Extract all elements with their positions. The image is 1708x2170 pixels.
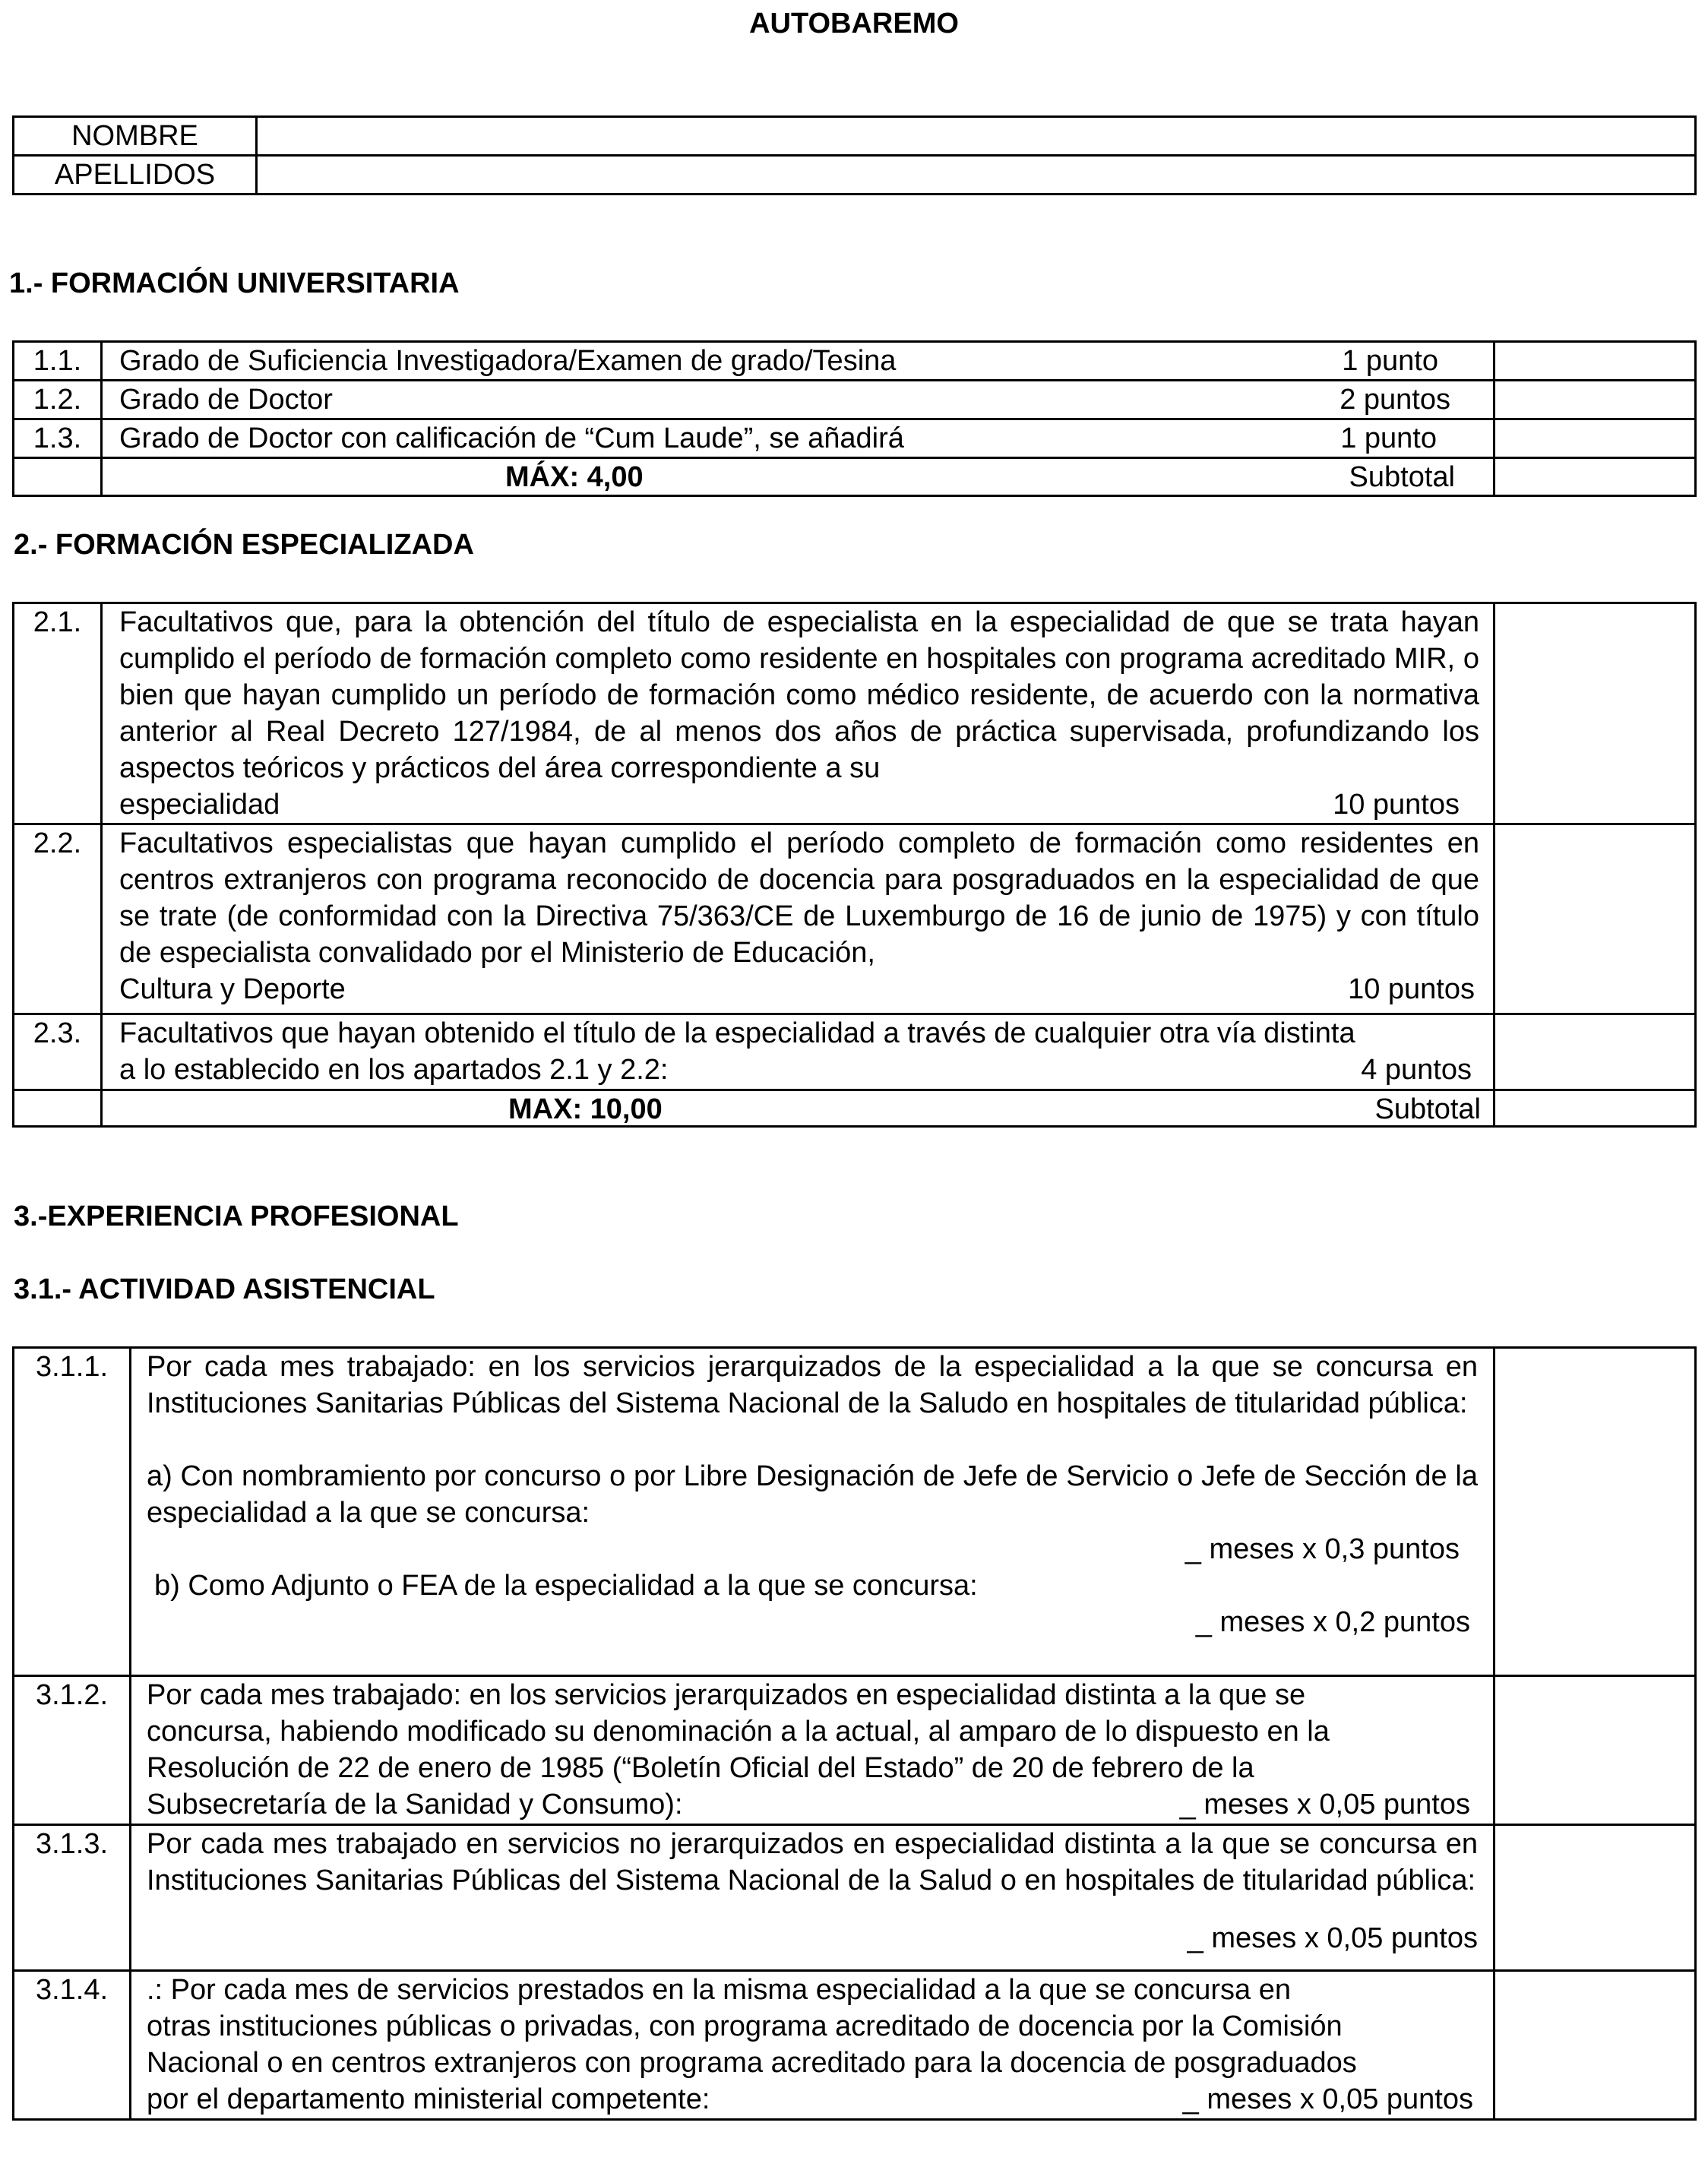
nombre-field[interactable] (257, 117, 1696, 156)
row-number: 3.1.4. (14, 1971, 131, 2120)
row-text-tail: especialidad (119, 789, 280, 821)
row-subitem-b: b) Como Adjunto o FEA de la especialidad a la que se concursa: (154, 1570, 978, 1602)
identity-table (12, 115, 1697, 195)
subtotal-row (14, 458, 1696, 496)
row-number: 2.3. (14, 1014, 102, 1090)
row-number: 2.1. (14, 603, 102, 824)
row-text-line: Resolución de 22 de enero de 1985 (“Boletín Oficial del Estado” de 20 de febrero de la (147, 1752, 1254, 1784)
row-points: 10 puntos (1333, 789, 1460, 821)
row-points: 1 punto (1342, 345, 1438, 377)
row-points-a: _ meses x 0,3 puntos (1185, 1533, 1460, 1565)
table-row (14, 1971, 1696, 2120)
section1-heading: 1.- FORMACIÓN UNIVERSITARIA (9, 267, 460, 299)
row-text: Facultativos especialistas que hayan cumplido el período completo de formación como residentes en centros extranjeros con programa reconocido de docencia para posgraduados en la especialidad de que se trate (de conformidad con la Directiva 75/363/CE de Luxemburgo de 16 de junio de 1975) y con título de especialista convalidado por el Ministerio de Educación, (119, 827, 1479, 969)
section3-subheading: 3.1.- ACTIVIDAD ASISTENCIAL (14, 1273, 435, 1305)
max-label: MÁX: 4,00 (505, 461, 644, 493)
row-text: Grado de Suficiencia Investigadora/Examen de grado/Tesina (119, 345, 897, 377)
row-number: 1.1. (14, 342, 102, 381)
row-text-tail: Subsecretaría de la Sanidad y Consumo): (147, 1789, 683, 1820)
score-cell[interactable] (1494, 419, 1696, 458)
subtotal-label: Subtotal (1374, 1093, 1481, 1125)
row-text-line: concursa, habiendo modificado su denominación a la actual, al amparo de lo dispuesto en la (147, 1716, 1330, 1748)
score-cell[interactable] (1494, 1676, 1696, 1825)
row-points: 4 puntos (1361, 1054, 1472, 1086)
row-subitem-a: a) Con nombramiento por concurso o por Libre Designación de Jefe de Servicio o Jefe de Sección de la especialidad a la que se concursa: (147, 1460, 1478, 1529)
row-number: 2.2. (14, 824, 102, 1014)
row-points: 2 puntos (1340, 384, 1450, 416)
score-cell[interactable] (1494, 1014, 1696, 1090)
row-number: 3.1.1. (14, 1348, 131, 1676)
page-title: AUTOBAREMO (749, 8, 959, 40)
row-text-line: otras instituciones públicas o privadas, con programa acreditado de docencia por la Comisión (147, 2010, 1343, 2042)
table-row (14, 381, 1696, 419)
table-row (14, 419, 1696, 458)
row-text-line: .: Por cada mes de servicios prestados en la misma especialidad a la que se concursa en (147, 1974, 1292, 2006)
score-cell[interactable] (1494, 342, 1696, 381)
table-row (14, 342, 1696, 381)
score-cell[interactable] (1494, 603, 1696, 824)
score-cell[interactable] (1494, 824, 1696, 1014)
score-cell[interactable] (1494, 1971, 1696, 2120)
subtotal-label: Subtotal (1349, 461, 1455, 493)
row-text: Grado de Doctor (119, 384, 333, 416)
row-text: Por cada mes trabajado en servicios no jerarquizados en especialidad distinta a la que se concursa en Instituciones Sanitarias Públicas del Sistema Nacional de la Salud o en hospitales de titularidad pública: (147, 1828, 1478, 1896)
subtotal-row (14, 1090, 1696, 1127)
row-points: 10 puntos (1348, 973, 1475, 1005)
section2-heading: 2.- FORMACIÓN ESPECIALIZADA (14, 529, 474, 561)
score-cell[interactable] (1494, 1348, 1696, 1676)
row-points: _ meses x 0,05 puntos (1182, 2083, 1473, 2115)
row-text-tail: a lo establecido en los apartados 2.1 y 2.2: (119, 1054, 669, 1086)
table-row (14, 1825, 1696, 1971)
apellidos-field[interactable] (257, 156, 1696, 195)
row-points: _ meses x 0,05 puntos (1179, 1789, 1470, 1820)
row-text: Facultativos que, para la obtención del título de especialista en la especialidad de que se trata hayan cumplido el período de formación completo como residente en hospitales con programa acreditado MIR, o bien que hayan cumplido un período de formación como médico residente, de acuerdo con la normativa anterior al Real Decreto 127/1984, de al menos dos años de práctica supervisada, profundizando los aspectos teóricos y prácticos del área correspondiente a su (119, 606, 1479, 784)
section3-table (12, 1346, 1697, 2121)
row-text: Facultativos que hayan obtenido el título de la especialidad a través de cualquier otra vía distinta (119, 1017, 1355, 1049)
row-points: 1 punto (1340, 422, 1437, 454)
max-label: MAX: 10,00 (508, 1093, 663, 1125)
table-row (14, 1676, 1696, 1825)
section2-table (12, 602, 1697, 1128)
subtotal-cell[interactable] (1494, 458, 1696, 496)
table-row (14, 824, 1696, 1014)
table-row (14, 1014, 1696, 1090)
row-text-line: Nacional o en centros extranjeros con programa acreditado para la docencia de posgraduados (147, 2047, 1357, 2079)
row-number: 1.2. (14, 381, 102, 419)
score-cell[interactable] (1494, 1825, 1696, 1971)
table-row (14, 603, 1696, 824)
table-row (14, 1348, 1696, 1676)
row-text: Grado de Doctor con calificación de “Cum Laude”, se añadirá (119, 422, 904, 454)
row-number: 1.3. (14, 419, 102, 458)
apellidos-label: APELLIDOS (14, 156, 257, 195)
row-number: 3.1.3. (14, 1825, 131, 1971)
section1-table (12, 340, 1697, 497)
row-text-line: Por cada mes trabajado: en los servicios jerarquizados en especialidad distinta a la que se (147, 1679, 1306, 1711)
row-text-tail: por el departamento ministerial competente: (147, 2083, 710, 2115)
row-points-b: _ meses x 0,2 puntos (1195, 1606, 1470, 1638)
nombre-label: NOMBRE (14, 117, 257, 156)
section3-heading: 3.-EXPERIENCIA PROFESIONAL (14, 1200, 459, 1232)
score-cell[interactable] (1494, 381, 1696, 419)
row-text: Por cada mes trabajado: en los servicios jerarquizados de la especialidad a la que se concursa en Instituciones Sanitarias Públicas del Sistema Nacional de la Saludo en hospitales de titularidad pública: (147, 1351, 1478, 1419)
subtotal-cell[interactable] (1494, 1090, 1696, 1127)
row-number: 3.1.2. (14, 1676, 131, 1825)
row-points: _ meses x 0,05 puntos (1187, 1922, 1478, 1954)
row-text-tail: Cultura y Deporte (119, 973, 346, 1005)
